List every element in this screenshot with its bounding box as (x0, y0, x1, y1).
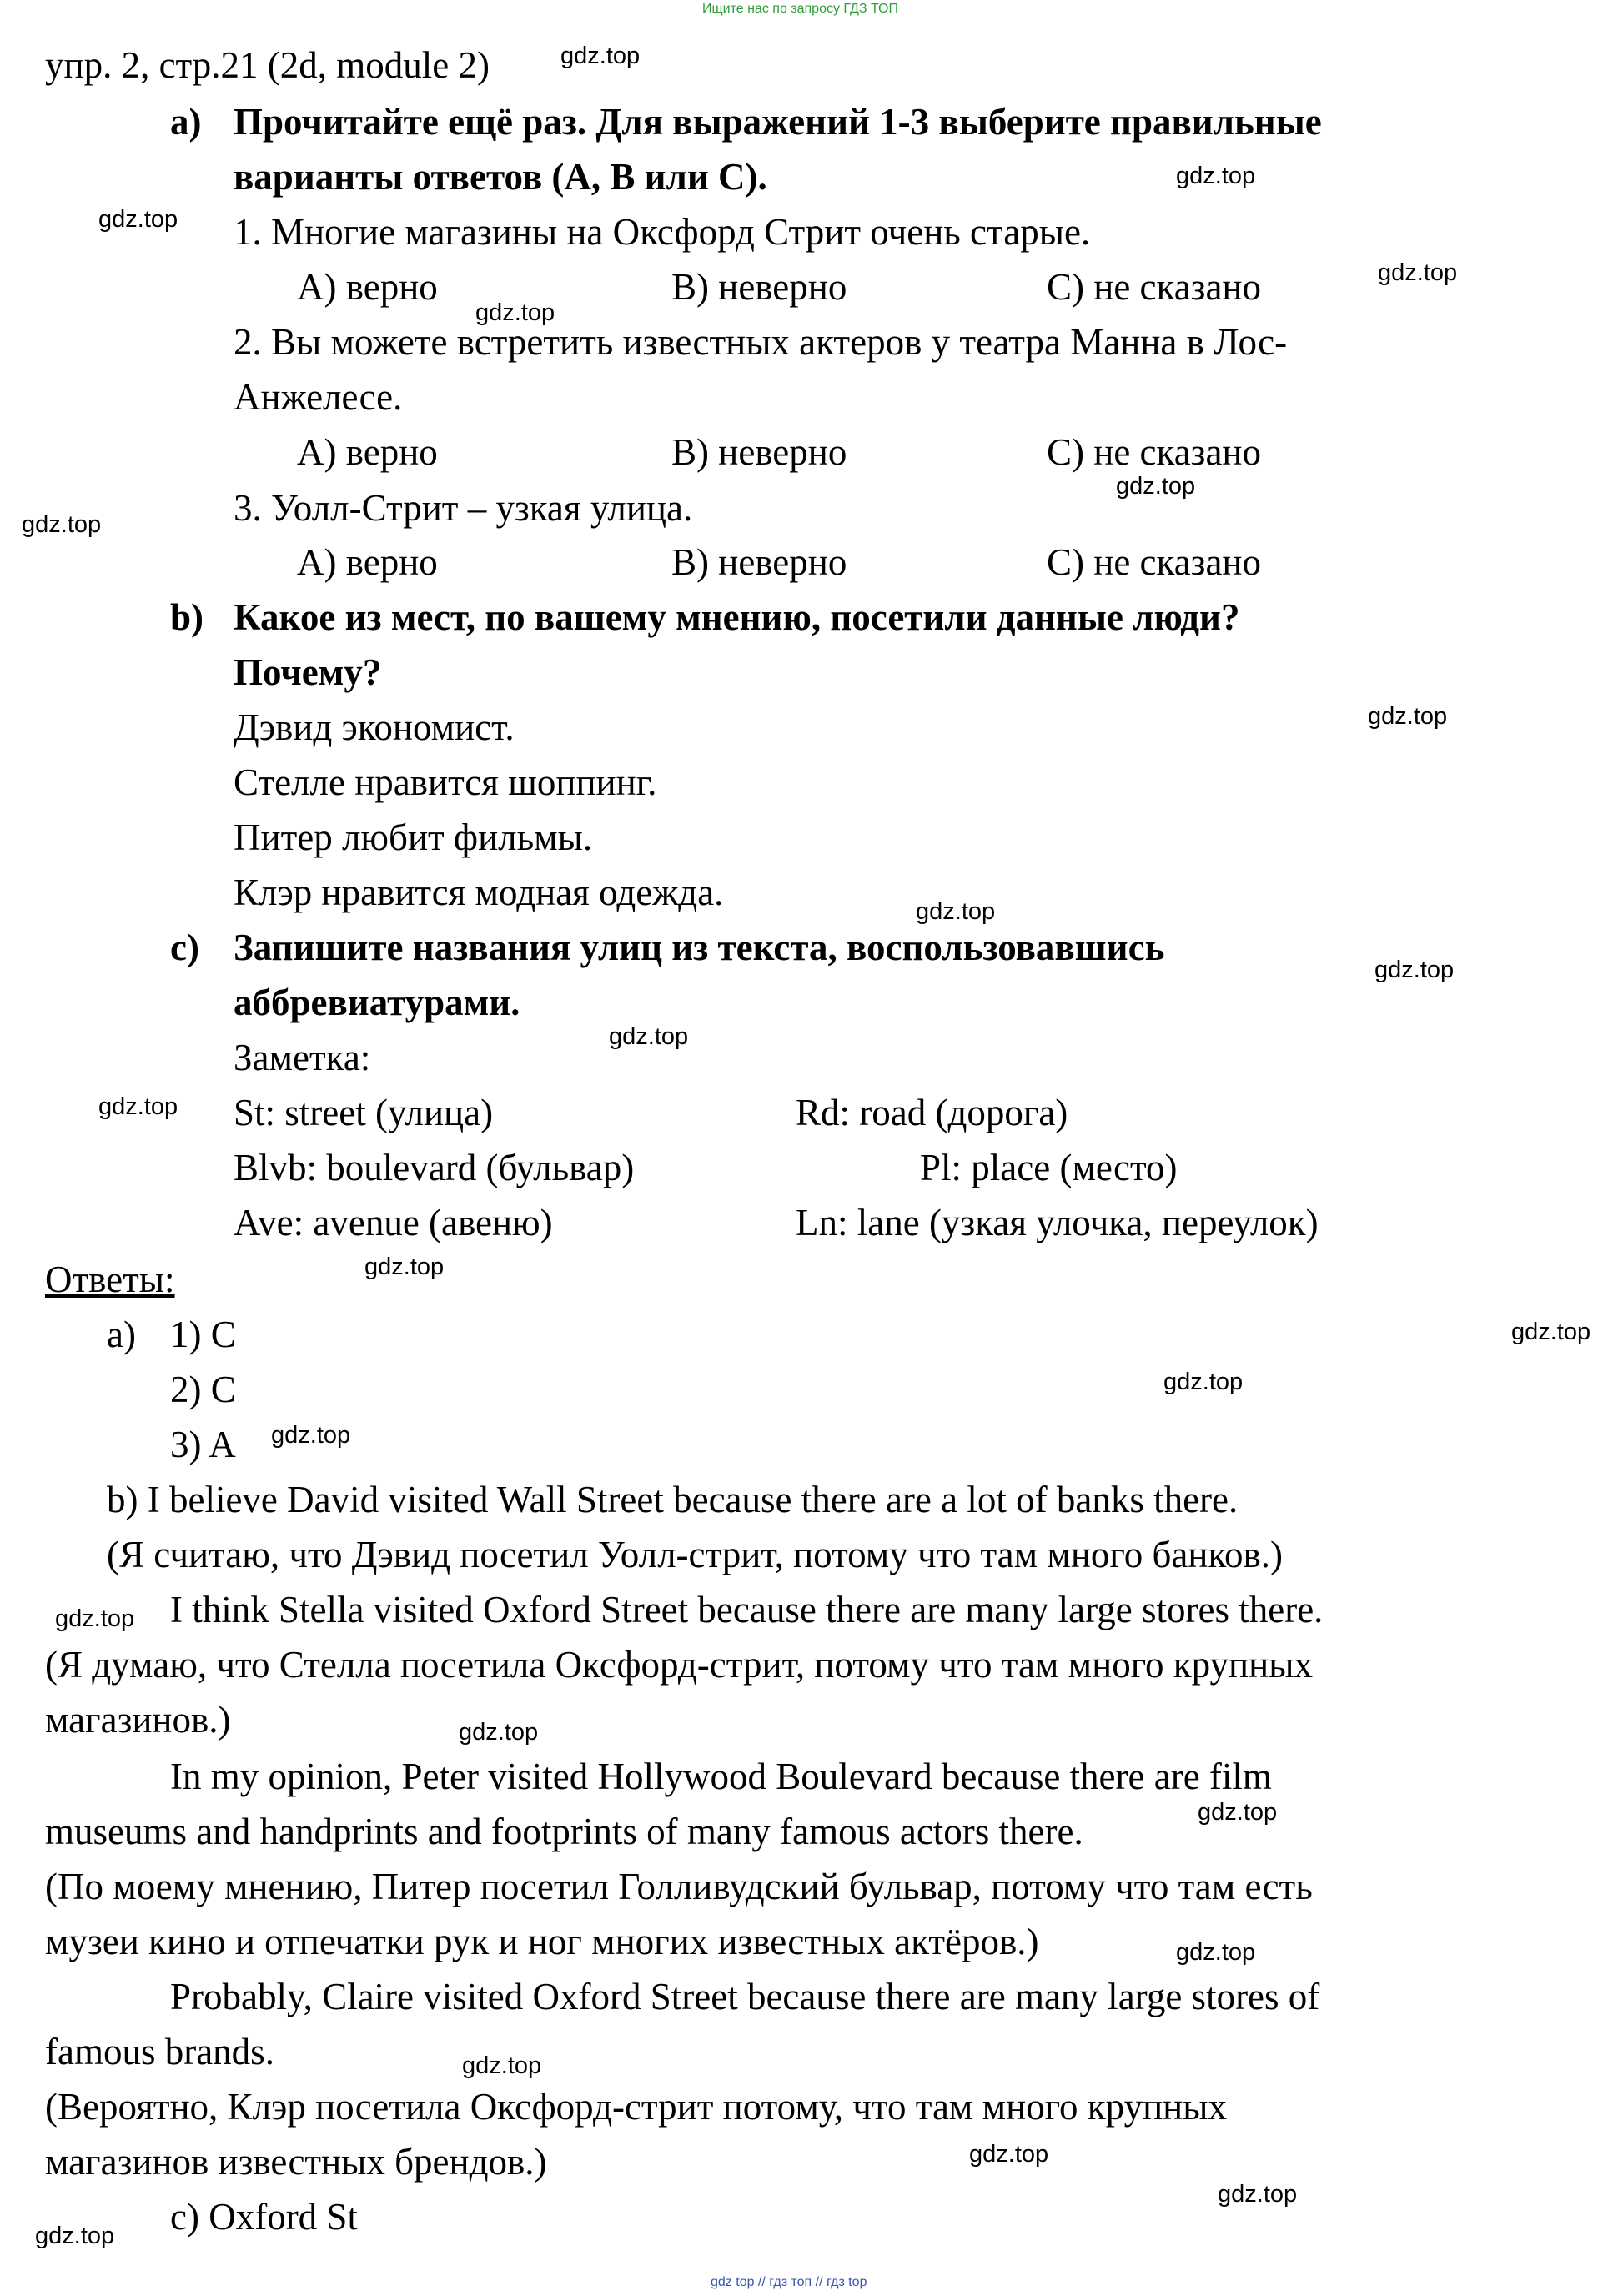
watermark: gdz.top (1218, 2181, 1298, 2208)
note-label: Заметка: (234, 1037, 371, 1078)
answer-b-line-4: (Я думаю, что Стелла посетила Оксфорд-стрит, потому что там много крупных (45, 1644, 1313, 1686)
abbr-pl: Pl: place (место) (920, 1147, 1178, 1188)
part-b-instruction-1: Какое из мест, по вашему мнению, посетили данные люди? (234, 596, 1240, 638)
answer-b-line-12: (Вероятно, Клэр посетила Оксфорд-стрит потому, что там много крупных (45, 2086, 1227, 2128)
part-b-line-4: Клэр нравится модная одежда. (234, 872, 724, 913)
watermark: gdz.top (1378, 259, 1458, 286)
part-c-letter: c) (170, 927, 199, 968)
answers-label: Ответы: (45, 1259, 175, 1300)
watermark: gdz.top (98, 206, 178, 233)
answer-b-line-2: (Я считаю, что Дэвид посетил Уолл-стрит, потому что там много банков.) (107, 1534, 1284, 1575)
watermark: gdz.top (916, 898, 996, 925)
watermark: gdz.top (462, 2052, 542, 2079)
watermark: gdz.top (55, 1605, 135, 1632)
answer-b-line-7: museums and handprints and footprints of many famous actors there. (45, 1811, 1083, 1852)
part-b-line-2: Стелле нравится шоппинг. (234, 761, 657, 803)
answer-b-line-3: I think Stella visited Oxford Street because there are many large stores there. (170, 1589, 1324, 1630)
abbr-blvb: Blvb: boulevard (бульвар) (234, 1147, 635, 1188)
watermark: gdz.top (1176, 163, 1256, 189)
answer-b-line-6: In my opinion, Peter visited Hollywood Boulevard because there are film (170, 1756, 1272, 1797)
part-a-instruction-1: Прочитайте ещё раз. Для выражений 1-3 выберите правильные (234, 101, 1322, 143)
q3-option-c: C) не сказано (1047, 541, 1262, 583)
watermark: gdz.top (1176, 1939, 1256, 1966)
part-b-letter: b) (170, 596, 204, 638)
watermark: gdz.top (1511, 1319, 1591, 1345)
abbr-ln: Ln: lane (узкая улочка, переулок) (796, 1202, 1319, 1243)
watermark: gdz.top (459, 1719, 539, 1746)
q3-option-a: A) верно (297, 541, 438, 583)
watermark: gdz.top (271, 1422, 351, 1449)
watermark: gdz.top (1116, 473, 1196, 500)
watermark: gdz.top (1374, 957, 1455, 983)
answer-a-2: 2) C (170, 1369, 236, 1410)
answer-c-line: c) Oxford St (170, 2196, 358, 2238)
part-c-instruction-2: аббревиатурами. (234, 982, 520, 1023)
question-2-line-2: Анжелесе. (234, 376, 403, 418)
exercise-title: упр. 2, стр.21 (2d, module 2) (45, 44, 490, 86)
watermark: gdz.top (35, 2223, 115, 2249)
watermark: gdz.top (22, 511, 102, 538)
answer-b-line-10: Probably, Claire visited Oxford Street because there are many large stores of (170, 1976, 1320, 2017)
answer-b-line-5: магазинов.) (45, 1699, 231, 1741)
answer-b-line-13: магазинов известных брендов.) (45, 2141, 547, 2183)
question-2-line-1: 2. Вы можете встретить известных актеров у театра Манна в Лос- (234, 321, 1288, 363)
title-watermark: gdz.top (560, 43, 641, 69)
part-a-letter: a) (170, 101, 202, 143)
abbr-st: St: street (улица) (234, 1092, 494, 1133)
q1-option-a: A) верно (297, 266, 438, 308)
answer-a-3: 3) A (170, 1424, 236, 1465)
q3-option-b: B) неверно (671, 541, 847, 583)
watermark: gdz.top (969, 2141, 1049, 2168)
abbr-rd: Rd: road (дорога) (796, 1092, 1068, 1133)
answer-a-letter: a) (107, 1314, 136, 1355)
watermark: gdz.top (1198, 1799, 1278, 1826)
watermark: gdz.top (475, 299, 555, 326)
q1-option-b: B) неверно (671, 266, 847, 308)
part-c-instruction-1: Запишите названия улиц из текста, воспользовавшись (234, 927, 1165, 968)
top-banner[interactable]: Ищите нас по запросу ГДЗ ТОП (702, 2, 898, 16)
q1-option-c: C) не сказано (1047, 266, 1262, 308)
answer-b-line-8: (По моему мнению, Питер посетил Голливудский бульвар, потому что там есть (45, 1866, 1313, 1907)
answer-b-line-11: famous brands. (45, 2031, 274, 2072)
q2-option-b: B) неверно (671, 431, 847, 473)
answer-b-line-1: b) I believe David visited Wall Street because there are a lot of banks there. (107, 1479, 1239, 1520)
part-a-instruction-2: варианты ответов (A, B или C). (234, 156, 767, 198)
abbr-ave: Ave: avenue (авеню) (234, 1202, 553, 1243)
part-b-instruction-2: Почему? (234, 651, 382, 693)
question-3: 3. Уолл-Стрит – узкая улица. (234, 487, 693, 529)
watermark: gdz.top (1368, 703, 1448, 730)
watermark: gdz.top (98, 1093, 178, 1120)
q2-option-a: A) верно (297, 431, 438, 473)
part-b-line-1: Дэвид экономист. (234, 706, 515, 748)
answer-b-line-9: музеи кино и отпечатки рук и ног многих известных актёров.) (45, 1921, 1039, 1962)
watermark: gdz.top (1163, 1369, 1244, 1395)
answer-a-1: 1) C (170, 1314, 236, 1355)
part-b-line-3: Питер любит фильмы. (234, 816, 593, 858)
watermark: gdz.top (364, 1254, 445, 1280)
q2-option-c: C) не сказано (1047, 431, 1262, 473)
watermark: gdz.top (609, 1023, 689, 1050)
bottom-banner[interactable]: gdz top // гдз топ // гдз top (711, 2275, 867, 2289)
question-1: 1. Многие магазины на Оксфорд Стрит очень старые. (234, 211, 1091, 253)
